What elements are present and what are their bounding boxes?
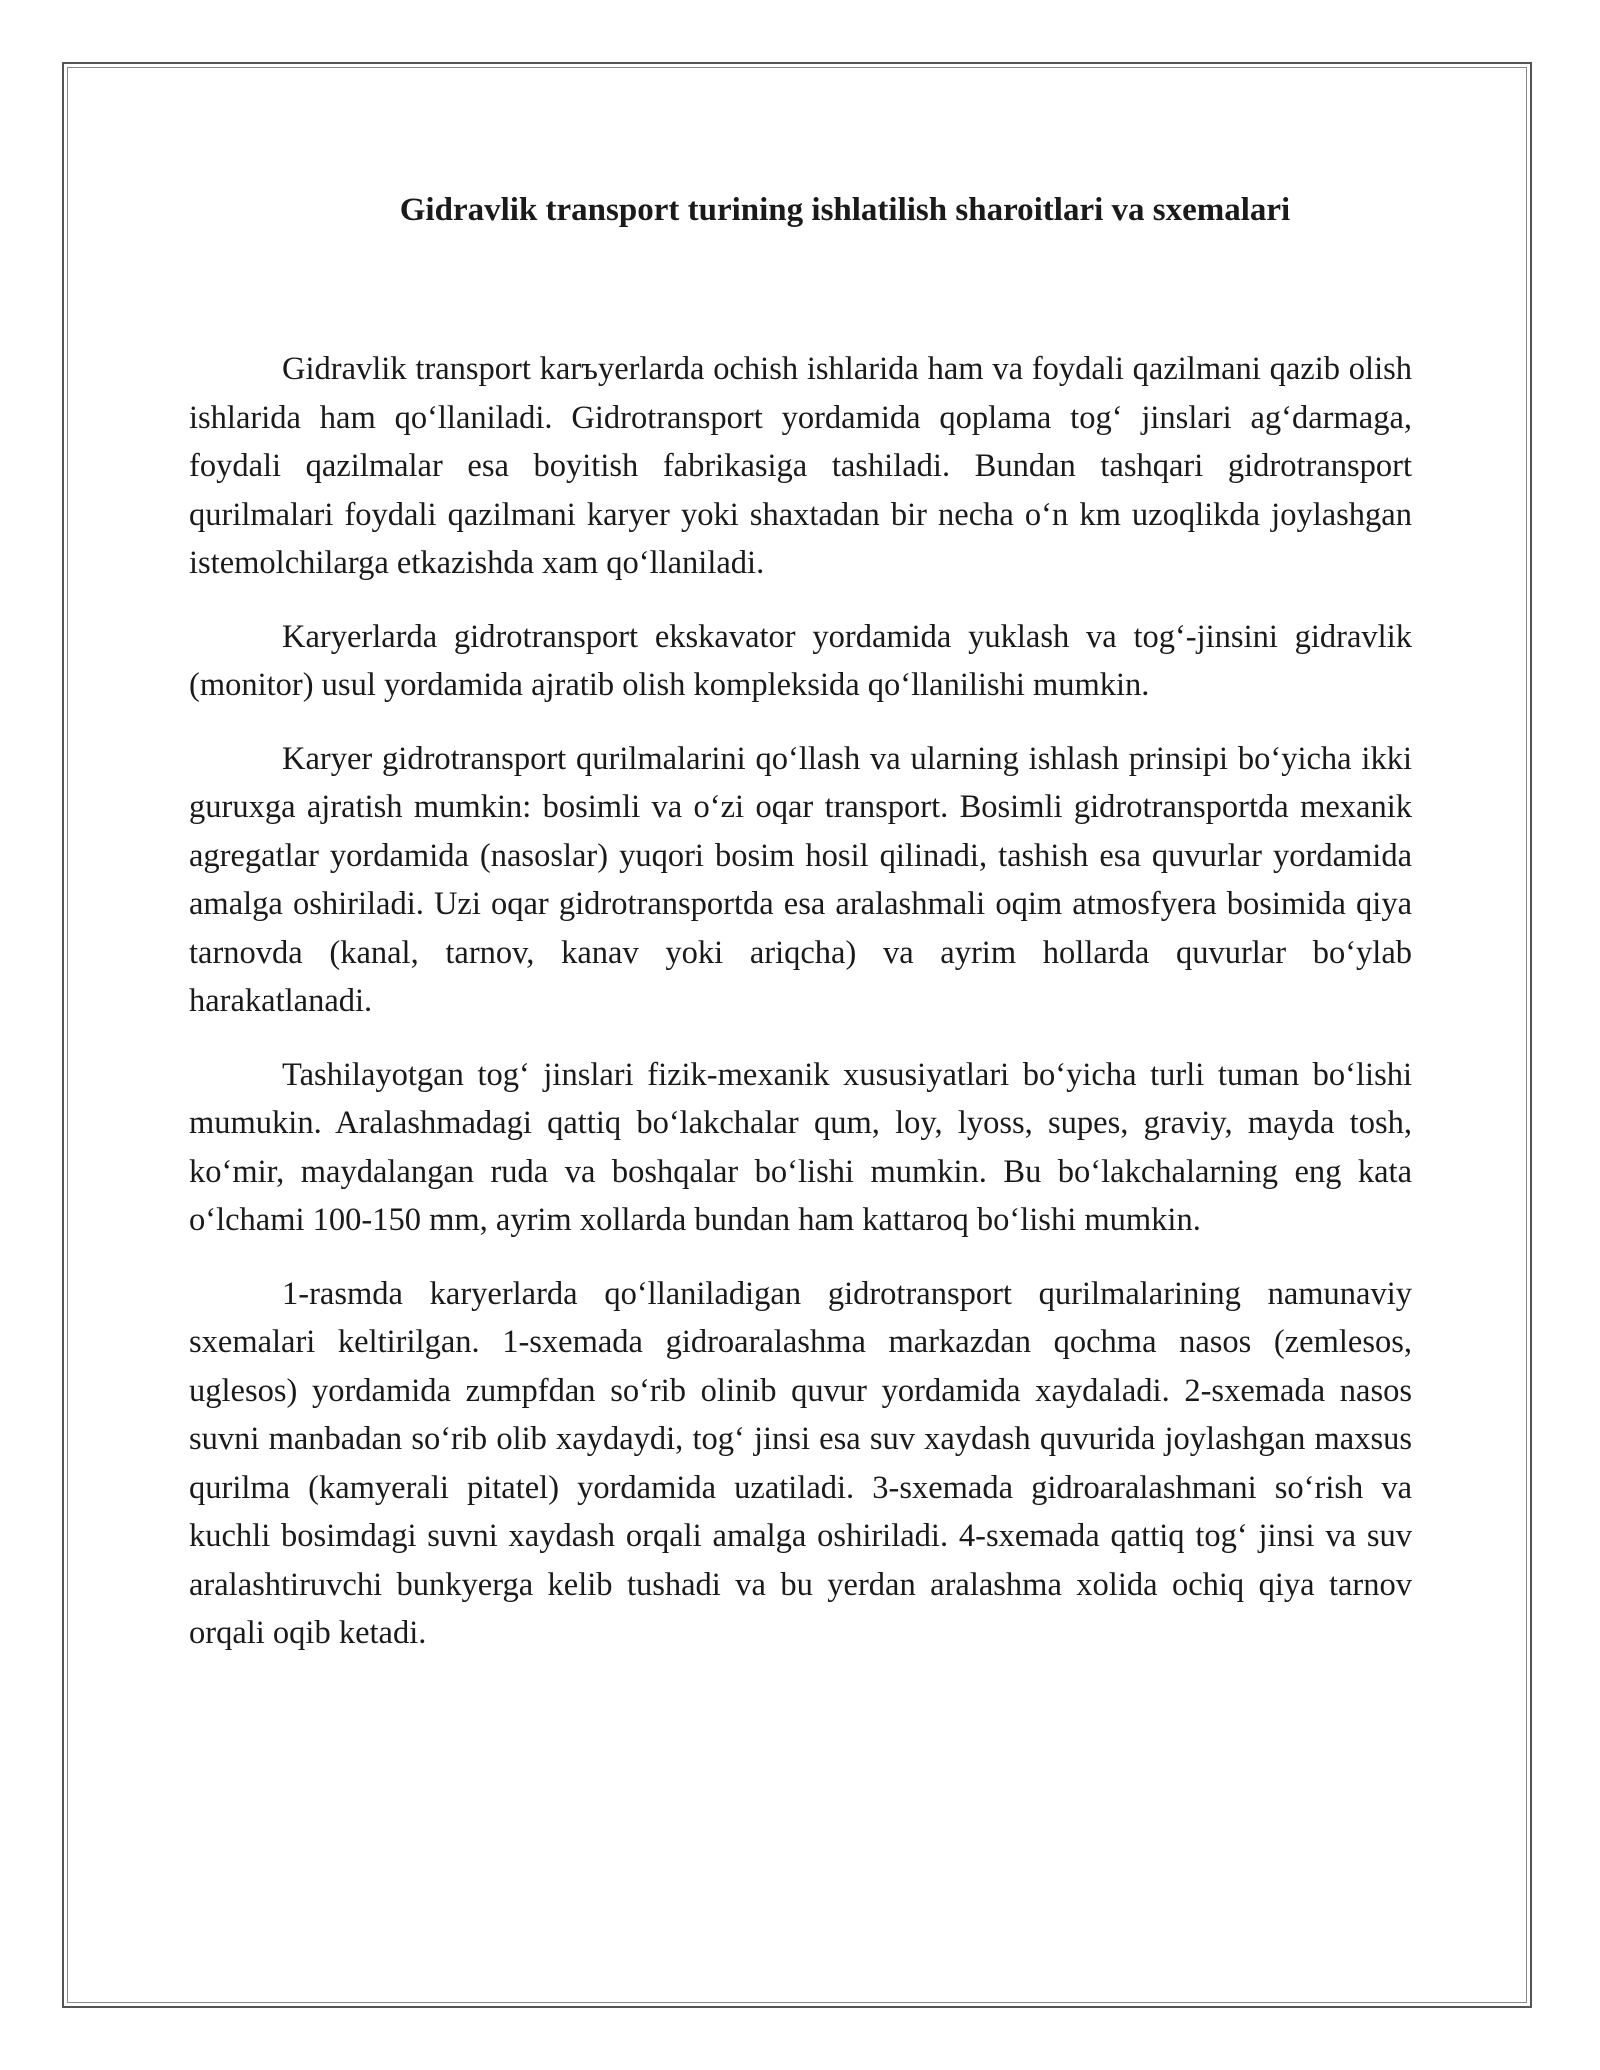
paragraph: Karyerlarda gidrotransport ekskavator yordamida yuklash va tog‘-jinsini gidravlik (monitor) usul yordamida ajratib olish kompleksida qo‘llanilishi mumkin. [189, 618, 1412, 703]
paragraph: Tashilayotgan tog‘ jinslari fizik-mexanik xususiyatlari bo‘yicha turli tuman bo‘lishi mumukin. Aralashmadagi qattiq bo‘lakchalar qum, loy, lyoss, supes, graviy, mayda tosh, ko‘mir, maydalangan ruda va boshqalar bo‘lishi mumkin. Bu bo‘lakchalarning eng kata o‘lchami 100-150 mm, ayrim xollarda bundan ham kattaroq bo‘lishi mumkin. [189, 1056, 1412, 1238]
document-body [189, 345, 1412, 1683]
paragraph: Gidravlik transport karъyerlarda ochish ishlarida ham va foydali qazilmani qazib olish ishlarida ham qo‘llaniladi. Gidrotransport yordamida qoplama tog‘ jinslari ag‘darmaga, foydali qazilmalar esa boyitish fabrikasiga tashiladi. Bundan tashqari gidrotransport qurilmalari foydali qazilmani karyer yoki shaxtadan bir necha o‘n km uzoqlikda joylashgan istemolchilarga etkazishda xam qo‘llaniladi. [189, 351, 1412, 581]
paragraph: 1-rasmda karyerlarda qo‘llaniladigan gidrotransport qurilmalarining namunaviy sxemalari keltirilgan. 1-sxemada gidroaralashma markazdan qochma nasos (zemlesos, uglesos) yordamida zumpfdan so‘rib olinib quvur yordamida xaydaladi. 2-sxemada nasos suvni manbadan so‘rib olib xaydaydi, tog‘ jinsi esa suv xaydash quvurida joylashgan maxsus qurilma (kamyerali pitatel) yordamida uzatiladi. 3-sxemada gidroaralashmani so‘rish va kuchli bosimdagi suvni xaydash orqali amalga oshiriladi. 4-sxemada qattiq tog‘ jinsi va suv aralashtiruvchi bunkyerga kelib tushadi va bu yerdan aralashma xolida ochiq qiya tarnov orqali oqib ketadi. [189, 1275, 1412, 1651]
document-title: Gidravlik transport turining ishlatilish sharoitlari va sxemalari [399, 192, 1291, 228]
paragraph: Karyer gidrotransport qurilmalarini qo‘llash va ularning ishlash prinsipi bo‘yicha ikki guruxga ajratish mumkin: bosimli va o‘zi oqar transport. Bosimli gidrotransportda mexanik agregatlar yordamida (nasoslar) yuqori bosim hosil qilinadi, tashish esa quvurlar yordamida amalga oshiriladi. Uzi oqar gidrotransportda esa aralashmali oqim atmosfyera bosimida qiya tarnovda (kanal, tarnov, kanav yoki ariqcha) va ayrim hollarda quvurlar bo‘ylab harakatlanadi. [189, 740, 1412, 1019]
